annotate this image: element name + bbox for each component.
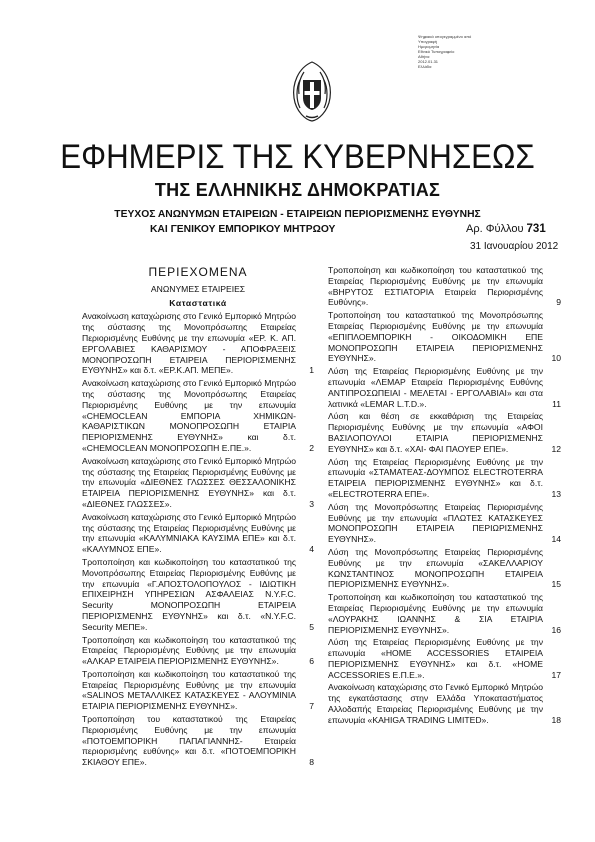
toc-entry-page: 6 — [309, 656, 314, 667]
toc-entry-page: 14 — [551, 534, 561, 545]
stamp-line: Ψηφιακά υπογεγραμμένο από — [418, 34, 472, 39]
toc-entry-text: Τροποποίηση και κωδικοποίηση του καταστατικού της Εταιρείας Περιορισμένης Ευθύνης με την επωνυμία «ΛΟΥΡΑΚΗΣ ΙΩΑΝΝΗΣ & ΣΙΑ ΕΤΑΙΡΙΑ ΠΕΡΙΟΡΙΣΜΕΝΗΣ ΕΥΘΥΝΗΣ». — [328, 592, 543, 635]
toc-entry-text: Τροποποίηση και κωδικοποίηση του καταστατικού της Μονοπρόσωπης Εταιρείας Περιορισμένης Ευθύνης με την επωνυμία «Γ.ΑΠΟΣΤΟΛΟΠΟΥΛΟΣ - ΙΔΙΩΤΙΚΗ ΕΠΙΧΕΙΡΗΣΗ ΥΠΗΡΕΣΙΩΝ ΑΣΦΑΛΕΙΑΣ N.Y.F.C. Security ΜΟΝΟΠΡΟΣΩΠΗ ΕΤΑΙΡΕΙΑ ΠΕΡΙΟΡΙΣΜΕΝΗΣ ΕΥΘΥΝΗΣ» και δ.τ. «N.Y.F.C. Security ΜΕΠΕ». — [82, 556, 296, 632]
toc-entry-page: 11 — [552, 398, 561, 409]
sheet-number — [466, 223, 546, 235]
toc-entry[interactable] — [82, 557, 314, 633]
toc-entry-text: Λύση της Μονοπρόσωπης Εταιρείας Περιορισμένης Ευθύνης με την επωνυμία «ΣΑΚΕΛΛΑΡΙΟΥ ΚΩΝΣΤΑΝΤΙΝΟΣ ΜΟΝΟΠΡΟΣΩΠΗ ΕΤΑΙΡΕΙΑ ΠΕΡΙΟΡΙΣΜΕΝΗΣ ΕΥΘΥΝΗΣ». — [328, 546, 543, 590]
toc-section-heading: ΑΝΩΝΥΜΕΣ ΕΤΑΙΡΕΙΕΣ — [150, 283, 246, 294]
toc-entry-page: 5 — [309, 621, 314, 632]
issue-type-line-2: ΚΑΙ ΓΕΝΙΚΟΥ ΕΜΠΟΡΙΚΟΥ ΜΗΤΡΩΟΥ — [150, 224, 336, 235]
toc-entry-text: Ανακοίνωση καταχώρισης στο Γενικό Εμπορικό Μητρώο της σύστασης της Εταιρείας Περιορισμένης Ευθύνης με την επωνυμία «ΔΙΕΘΝΕΣ ΓΛΩΣΣΕΣ ΘΕΣΣΑΛΟΝΙΚΗΣ ΕΤΑΙΡΕΙΑ ΠΕΡΙΟΡΙΣΜΕΝΗΣ ΕΥΘΥΝΗΣ» και δ.τ. «ΔΙΕΘΝΕΣ ΓΛΩΣΣΕΣ». — [82, 455, 297, 509]
toc-entry-text: Τροποποίηση και κωδικοποίηση του καταστατικού της Εταιρείας Περιορισμένης Ευθύνης με την επωνυμία «ΑΛΚΑΡ ΕΤΑΙΡΕΙΑ ΠΕΡΙΟΡΙΣΜΕΝΗΣ ΕΥΘΥΝΗΣ». — [82, 634, 296, 667]
toc-entry-page: 12 — [551, 443, 561, 454]
toc-entry[interactable] — [82, 669, 314, 712]
toc-entry-text: Τροποποίηση και κωδικοποίηση του καταστατικού της Εταιρείας Περιορισμένης Ευθύνης με την επωνυμία «ΒΗΡΥΤΟΣ ΕΣΤΙΑΤΟΡΙΑ Εταιρεία Περιορισμένης Ευθύνης». — [328, 265, 543, 308]
toc-entry-text: Λύση και θέση σε εκκαθάριση της Εταιρείας Περιορισμένης Ευθύνης με την επωνυμία «ΑΦΟΙ ΒΑΣΙΛΟΠΟΥΛΟΙ ΕΤΑΙΡΙΑ ΠΕΡΙΟΡΙΣΜΕΝΗΣ ΕΥΘΥΝΗΣ» και δ.τ. «ΧΑΙ- ΦΑΙ ΠΑΟΥΕΡ ΕΠΕ». — [328, 411, 543, 454]
toc-entry-page: 1 — [309, 365, 314, 376]
toc-entry-page: 18 — [551, 714, 561, 725]
toc-entry-page: 4 — [309, 544, 314, 555]
toc-entry-text: Τροποποίηση και κωδικοποίηση του καταστατικού της Εταιρείας Περιορισμένης Ευθύνης με την επωνυμία «SALINOS ΜΕΤΑΛΛΙΚΕΣ ΚΑΤΑΣΚΕΥΕΣ - ΑΛΟΥΜΙΝΙΑ ΕΤΑΙΡΙΑ ΠΕΡΙΟΡΙΣΜΕΝΗΣ ΕΥΘΥΝΗΣ». — [82, 668, 296, 712]
sheet-number-value: 731 — [526, 223, 546, 235]
toc-entry-page: 17 — [551, 669, 561, 680]
stamp-line: Ημερομηνία — [418, 44, 440, 49]
toc-entry[interactable] — [82, 635, 314, 667]
toc-entry[interactable] — [82, 378, 314, 454]
issue-date: 31 Ιανουαρίου 2012 — [470, 241, 559, 252]
gazette-subtitle: ΤΗΣ ΕΛΛΗΝΙΚΗΣ ΔΗΜΟΚΡΑΤΙΑΣ — [154, 180, 441, 200]
stamp-line: Αθήνα — [418, 54, 430, 59]
stamp-line: Υπογραφή — [418, 39, 438, 44]
toc-left-column — [82, 265, 314, 770]
toc-entry[interactable] — [328, 366, 561, 409]
toc-entry[interactable] — [328, 637, 561, 680]
toc-entry-text: Τροποποίηση του καταστατικού της Εταιρείας Περιορισμένης Ευθύνης με την επωνυμία «ΠΟΤΟΕΜΠΟΡΙΚΗ ΠΑΠΑΓΙΑΝΝΗΣ- Εταιρεία περιορισμένης ευθύνης» και δ.τ. «ΠΟΤΟΕΜΠΟΡΙΚΗ ΣΚΙΑΘΟΥ ΕΠΕ». — [82, 714, 296, 768]
toc-entry[interactable] — [82, 512, 314, 555]
toc-entry-page: 9 — [556, 297, 561, 308]
digital-signature-stamp — [418, 34, 480, 69]
greek-coat-of-arms-emblem — [286, 58, 338, 124]
toc-entry-text: Ανακοίνωση καταχώρισης στο Γενικό Εμπορικό Μητρώο της εγκατάστασης στην Ελλάδα Υποκαταστήματος Αλλοδαπής Εταιρείας Περιορισμένης Ευθύνης με την επωνυμία «KAHIGA TRADING LIMITED». — [328, 682, 543, 725]
toc-subsection-heading: Καταστατικά — [169, 297, 227, 308]
toc-entry-page: 8 — [309, 757, 314, 768]
toc-entry-page: 10 — [551, 353, 561, 364]
toc-title: ΠΕΡΙΕΧΟΜΕΝΑ — [148, 265, 248, 279]
issue-type-line-1: ΤΕΥΧΟΣ ΑΝΩΝΥΜΩΝ ΕΤΑΙΡΕΙΩΝ - ΕΤΑΙΡΕΙΩΝ ΠΕΡΙΟΡΙΣΜΕΝΗΣ ΕΥΘΥΝΗΣ — [114, 209, 481, 220]
toc-entry[interactable] — [328, 310, 561, 364]
toc-entry-page: 13 — [551, 488, 561, 499]
toc-entry-text: Λύση της Εταιρείας Περιορισμένης Ευθύνης με την επωνυμία «ΛΕΜΑΡ Εταιρεία Περιορισμένης Ευθύνης ΑΝΤΙΠΡΟΣΩΠΕΙΑΙ - ΜΕΛΕΤΑΙ - ΕΡΓΟΛΑΒΙΑΙ» και στα λατινικά «LEMAR L.T.D.». — [328, 366, 543, 409]
stamp-line: Εθνικό Τυπογραφείο — [418, 49, 455, 54]
toc-entry-page: 16 — [551, 624, 561, 635]
toc-entry[interactable] — [328, 457, 561, 500]
toc-entry-text: Λύση της Εταιρείας Περιορισμένης Ευθύνης με την επωνυμία «ΣΤΑΜΑΤΕΑΣ-ΔΟΥΜΠΟΣ ELECTROTERRA ΕΤΑΙΡΕΙΑ ΠΕΡΙΟΡΙΣΜΕΝΗΣ ΕΥΘΥΝΗΣ» και δ.τ. «ELECTROTERRA ΕΠΕ». — [328, 456, 543, 499]
toc-entry[interactable] — [328, 265, 561, 308]
toc-entry[interactable] — [328, 592, 561, 635]
toc-entry-page: 2 — [309, 442, 314, 453]
gazette-title: ΕΦΗΜΕΡΙΣ ΤΗΣ ΚΥΒΕΡΝΗΣΕΩΣ — [60, 138, 535, 176]
toc-entry-text: Ανακοίνωση καταχώρισης στο Γενικό Εμπορικό Μητρώο της σύστασης της Μονοπρόσωπης Εταιρείας Περιορισμένης Ευθύνης με την επωνυμία «ΕΡ. Κ. ΑΠ. ΕΡΓΟΛΑΒΙΕΣ ΚΑΘΑΡΙΣΜΟΥ - ΑΠΟΦΡΑΞΕΙΣ ΜΟΝΟΠΡΟΣΩΠΗ ΕΤΑΙΡΕΙΑ ΠΕΡΙΟΡΙΣΜΕΝΗΣ ΕΥΘΥΝΗΣ» και δ.τ. «ΕΡ.Κ.ΑΠ. ΜΕΠΕ». — [82, 311, 297, 376]
toc-entry[interactable] — [82, 714, 314, 768]
toc-entry[interactable] — [82, 311, 314, 376]
toc-entry-page: 3 — [309, 498, 314, 509]
toc-entry-text: Ανακοίνωση καταχώρισης στο Γενικό Εμπορικό Μητρώο της σύστασης της Μονοπρόσωπης Εταιρείας Περιορισμένης Ευθύνης με την επωνυμία «CHEMOCLEAN ΕΜΠΟΡΙΑ ΧΗΜΙΚΩΝ-ΚΑΘΑΡΙΣΤΙΚΩΝ ΜΟΝΟΠΡΟΣΩΠΗ ΕΤΑΙΡΙΑ ΠΕΡΙΟΡΙΣΜΕΝΗΣ ΕΥΘΥΝΗΣ» και δ.τ. «CHEMOCLEAN ΜΟΝΟΠΡΟΣΩΠΗ Ε.ΠΕ.». — [82, 378, 297, 453]
toc-entry[interactable] — [82, 456, 314, 510]
toc-entry-text: Λύση της Εταιρείας Περιορισμένης Ευθύνης με την επωνυμία «HOME ACCESSORIES ΕΤΑΙΡΕΙΑ ΠΕΡΙΟΡΙΣΜΕΝΗΣ ΕΥΘΥΝΗΣ» και δ.τ. «HOME ACCESSORIES Ε.Π.Ε.». — [328, 637, 543, 680]
toc-entry-page: 7 — [309, 701, 314, 712]
stamp-line: 2012.01.31 — [418, 59, 439, 64]
toc-entry-text: Ανακοίνωση καταχώρισης στο Γενικό Εμπορικό Μητρώο της σύστασης της Εταιρείας Περιορισμένης Ευθύνης με την επωνυμία «ΚΑΛΥΜΝΙΑΚΑ ΚΑΥΣΙΜΑ ΕΠΕ» και δ.τ. «ΚΑΛΥΜΝΟΣ ΕΠΕ». — [82, 511, 297, 555]
toc-entry-page: 15 — [551, 579, 561, 590]
toc-entry-text: Λύση της Μονοπρόσωπης Εταιρείας Περιορισμένης Ευθύνης με την επωνυμία «ΠΛΩΤΕΣ ΚΑΤΑΣΚΕΥΕΣ ΜΟΝΟΠΡΟΣΩΠΗ ΕΤΑΙΡΕΙΑ ΠΕΡΙΩΡΙΣΜΕΝΗΣ ΕΥΘΥΝΗΣ». — [328, 501, 543, 545]
toc-entry[interactable] — [328, 682, 561, 725]
toc-entry[interactable] — [328, 411, 561, 454]
toc-entry[interactable] — [328, 502, 561, 545]
toc-right-column — [328, 265, 561, 728]
sheet-label: Αρ. Φύλλου — [466, 223, 524, 235]
toc-entry-text: Τροποποίηση του καταστατικού της Μονοπρόσωπης Εταιρείας Περιορισμένης Ευθύνης με την επωνυμία «ΕΠΙΠΛΟΕΜΠΟΡΙΚΗ - ΟΙΚΟΔΟΜΙΚΗ ΕΠΕ ΜΟΝΟΠΡΟΣΩΠΗ ΕΤΑΙΡΕΙΑ ΠΕΡΙΟΡΙΣΜΕΝΗΣ ΕΥΘΥΝΗΣ». — [328, 310, 543, 364]
toc-entry[interactable] — [328, 547, 561, 590]
stamp-line: Ελλάδα — [418, 64, 432, 69]
